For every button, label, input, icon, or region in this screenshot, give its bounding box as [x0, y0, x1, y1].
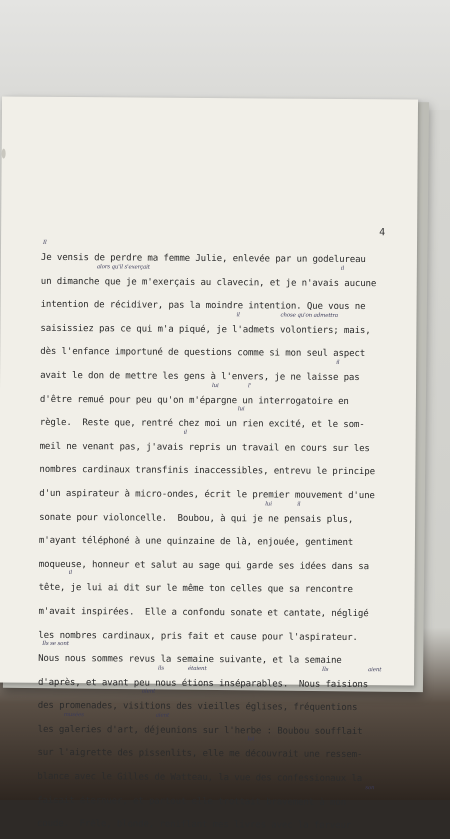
- text-line: d'un aspirateur à micro-ondes, écrit le premier mouvement d'une: [39, 488, 375, 502]
- handwritten-note: son: [365, 784, 375, 791]
- text-line: blance avec le Gilles de Watteau, la vue des confessionaux la: [37, 771, 363, 785]
- text-line: dès l'enfance importuné de questions comme si mon seul aspect: [40, 347, 366, 360]
- punch-hole: [2, 149, 6, 159]
- page-number: 4: [379, 227, 386, 239]
- handwritten-note: lui: [237, 406, 245, 413]
- handwritten-note: lui: [265, 500, 272, 507]
- handwritten-note: Ils: [322, 666, 329, 673]
- text-line: d'être remué pour peu qu'on m'épargne un interrogatoire en lui l': [39, 382, 349, 407]
- text-line: nombres cardinaux transfinis inaccessibles, entrevu le principe: [39, 465, 375, 478]
- text-line: des promenades, visitions des vieilles églises, fréquentions aient: [37, 688, 358, 714]
- handwritten-note: Ils se sont: [42, 640, 69, 648]
- text-line: règle. Reste que, rentré chez moi un rien excité, et le som- lui: [39, 406, 365, 431]
- text-line: avait le don de mettre les gens à l'envers, je ne laisse pas il: [40, 359, 360, 384]
- text-line: sur l'aigrette des pissenlits, elle me découvrait une ressem- lui: [37, 736, 363, 761]
- text-line: Nous nous sommes revus la semaine suivante, et la semaine Ils se sont: [38, 640, 342, 667]
- text-line: faisait éternuer, et partout elle trottait bravement à mon son: [37, 784, 375, 808]
- handwritten-note: alors qu'il s'exerçait: [96, 263, 150, 271]
- text-line: les nombres cardinaux, pris fait et cause pour l'aspirateur.: [38, 630, 358, 643]
- handwritten-note: il: [336, 359, 340, 366]
- text-line: tête, je lui ai dit sur le même ton celles que sa rencontre il: [38, 570, 353, 596]
- text-line: sonate pour violoncelle. Boubou, à qui je ne pensais plus, lui il: [39, 500, 354, 525]
- handwritten-note: Il: [43, 239, 47, 246]
- text-line: coude. Frêle, blonde, reniflant mes livres avec la ferveur: [36, 819, 352, 832]
- handwritten-note: l': [248, 382, 252, 389]
- text-line: Je vensis de perdre ma femme Julie, enlevée par un godelureau Il: [40, 239, 366, 266]
- body-text: [36, 239, 411, 839]
- text-line: meil ne venant pas, j'avais repris un travail en cours sur les il: [39, 429, 370, 454]
- handwritten-note: chose qu'on admettra: [280, 312, 339, 319]
- handwritten-note: il: [68, 570, 72, 577]
- handwritten-note: il: [183, 429, 187, 436]
- text-line: intention de récidiver, pas la moindre intention. Que vous ne: [40, 300, 366, 313]
- handwritten-note: il: [340, 265, 345, 272]
- handwritten-note: aient: [368, 666, 382, 673]
- background-wall: [0, 0, 450, 110]
- handwritten-note: il: [297, 501, 301, 508]
- handwritten-note: lui: [212, 382, 219, 389]
- handwritten-note: il: [236, 311, 240, 319]
- handwritten-note: musées: [63, 711, 84, 719]
- handwritten-note: lui: [247, 736, 255, 743]
- text-line: moqueuse, honneur et salut au sage qui garde ses idées dans sa: [38, 559, 369, 572]
- handwritten-note: aient: [141, 688, 156, 695]
- text-line: les galeries d'art, déjeunions sur l'herbe : Boubou soufflait musées aient: [37, 711, 363, 737]
- text-line: m'ayant téléphoné à une quinzaine de là, enjouée, gentiment: [38, 535, 354, 549]
- handwritten-note: étaient: [188, 665, 207, 672]
- text-line: d'après, et avant peu nous étions inséparables. Nous faisions ils étaient Ils aient: [37, 665, 382, 690]
- text-line: saisissiez pas ce qui m'a piqué, je l'admets volontiers; mais, il chose qu'on admettra: [40, 311, 371, 336]
- handwritten-note: aient: [155, 712, 170, 719]
- text-line: un dimanche que je m'exerçais au clavecin, et je n'avais aucune alors qu'il s'exerçait il: [40, 263, 377, 289]
- handwritten-note: ils: [158, 665, 164, 672]
- text-line: m'avait inspirées. Elle a confondu sonate et cantate, négligé: [38, 606, 369, 620]
- typed-page: [0, 97, 418, 832]
